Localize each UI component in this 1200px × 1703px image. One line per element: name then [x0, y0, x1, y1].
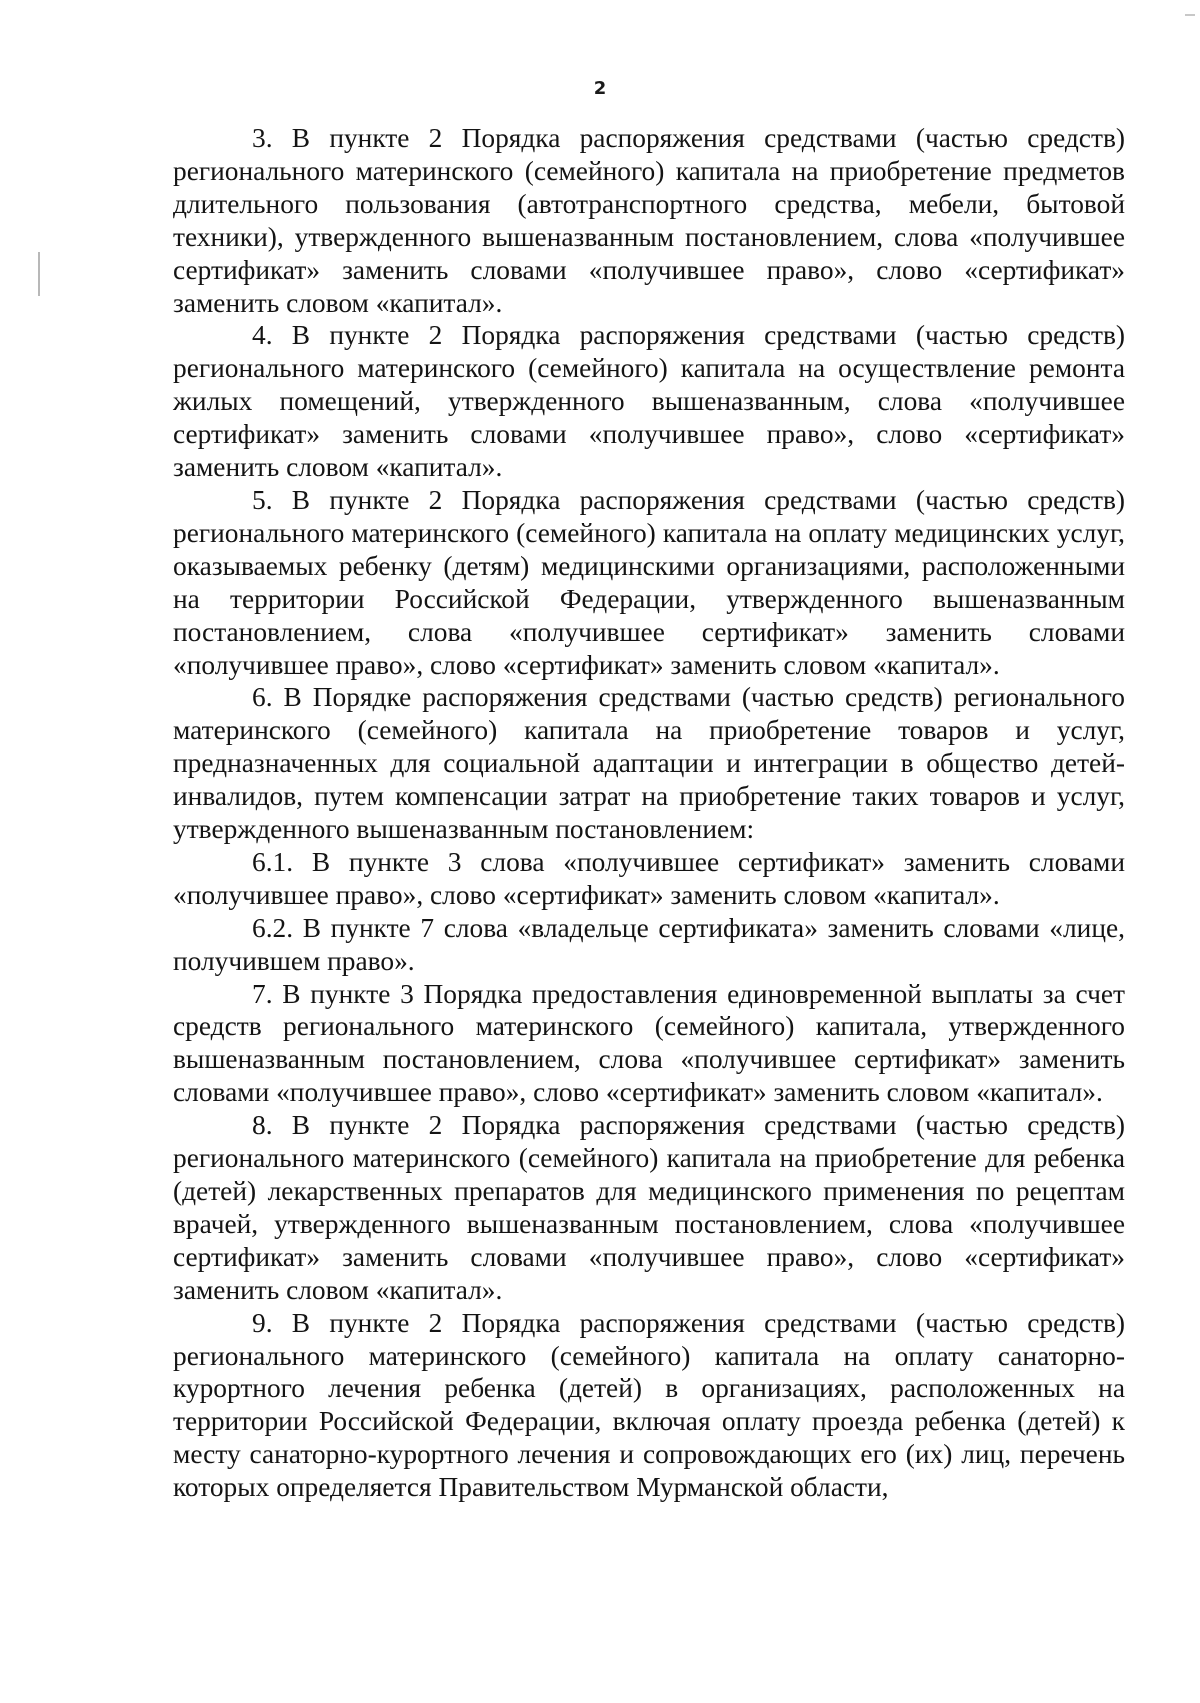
paragraph-item-9: 9. В пункте 2 Порядка распоряжения средствами (частью средств) регионального материнского (семейного) капитала на оплату санаторно-курортного лечения ребенка (детей) в организациях, расположенных на территории Российской Федерации, включая оплату проезда ребенка (детей) к месту санаторно-курортного лечения и сопровождающих его (их) лиц, перечень которых определяется Правительством Мурманской области,: [173, 1307, 1125, 1503]
paragraph-item-6-1: 6.1. В пункте 3 слова «получившее сертификат» заменить словами «получившее право», слово «сертификат» заменить словом «капитал».: [173, 846, 1125, 910]
page-number: 2: [593, 78, 607, 99]
paragraph-item-7: 7. В пункте 3 Порядка предоставления единовременной выплаты за счет средств регионального материнского (семейного) капитала, утвержденного вышеназванным постановлением, слова «получившее сертификат» заменить словами «получившее право», слово «сертификат» заменить словом «капитал».: [173, 978, 1125, 1108]
paragraph-item-3: 3. В пункте 2 Порядка распоряжения средствами (частью средств) регионального материнского (семейного) капитала на приобретение предметов длительного пользования (автотранспортного средства, мебели, бытовой техники), утвержденного вышеназванным постановлением, слова «получившее сертификат» заменить словами «получившее право», слово «сертификат» заменить словом «капитал».: [173, 123, 1125, 318]
paragraph-item-5: 5. В пункте 2 Порядка распоряжения средствами (частью средств) регионального материнского (семейного) капитала на оплату медицинских услуг, оказываемых ребенку (детям) медицинскими организациями, расположенными на территории Российской Федерации, утвержденного вышеназванным постановлением, слова «получившее сертификат» заменить словами «получившее право», слово «сертификат» заменить словом «капитал».: [173, 484, 1125, 680]
document-body: [173, 122, 1125, 1504]
paragraph-item-4: 4. В пункте 2 Порядка распоряжения средствами (частью средств) регионального материнского (семейного) капитала на осуществление ремонта жилых помещений, утвержденного вышеназванным, слова «получившее сертификат» заменить словами «получившее право», слово «сертификат» заменить словом «капитал».: [173, 320, 1125, 483]
paragraph-item-8: 8. В пункте 2 Порядка распоряжения средствами (частью средств) регионального материнского (семейного) капитала на приобретение для ребенка (детей) лекарственных препаратов для медицинского применения по рецептам врачей, утвержденного вышеназванным постановлением, слова «получившее сертификат» заменить словами «получившее право», слово «сертификат» заменить словом «капитал».: [173, 1110, 1125, 1305]
scan-artifact-margin-line: [38, 252, 40, 296]
paragraph-item-6: 6. В Порядке распоряжения средствами (частью средств) регионального материнского (семейного) капитала на приобретение товаров и услуг, предназначенных для социальной адаптации и интеграции в общество детей-инвалидов, путем компенсации затрат на приобретение таких товаров и услуг, утвержденного вышеназванным постановлением:: [173, 682, 1125, 845]
paragraph-item-6-2: 6.2. В пункте 7 слова «владельце сертификата» заменить словами «лице, получившем право».: [173, 912, 1125, 976]
scan-artifact-dash: [1185, 14, 1195, 16]
